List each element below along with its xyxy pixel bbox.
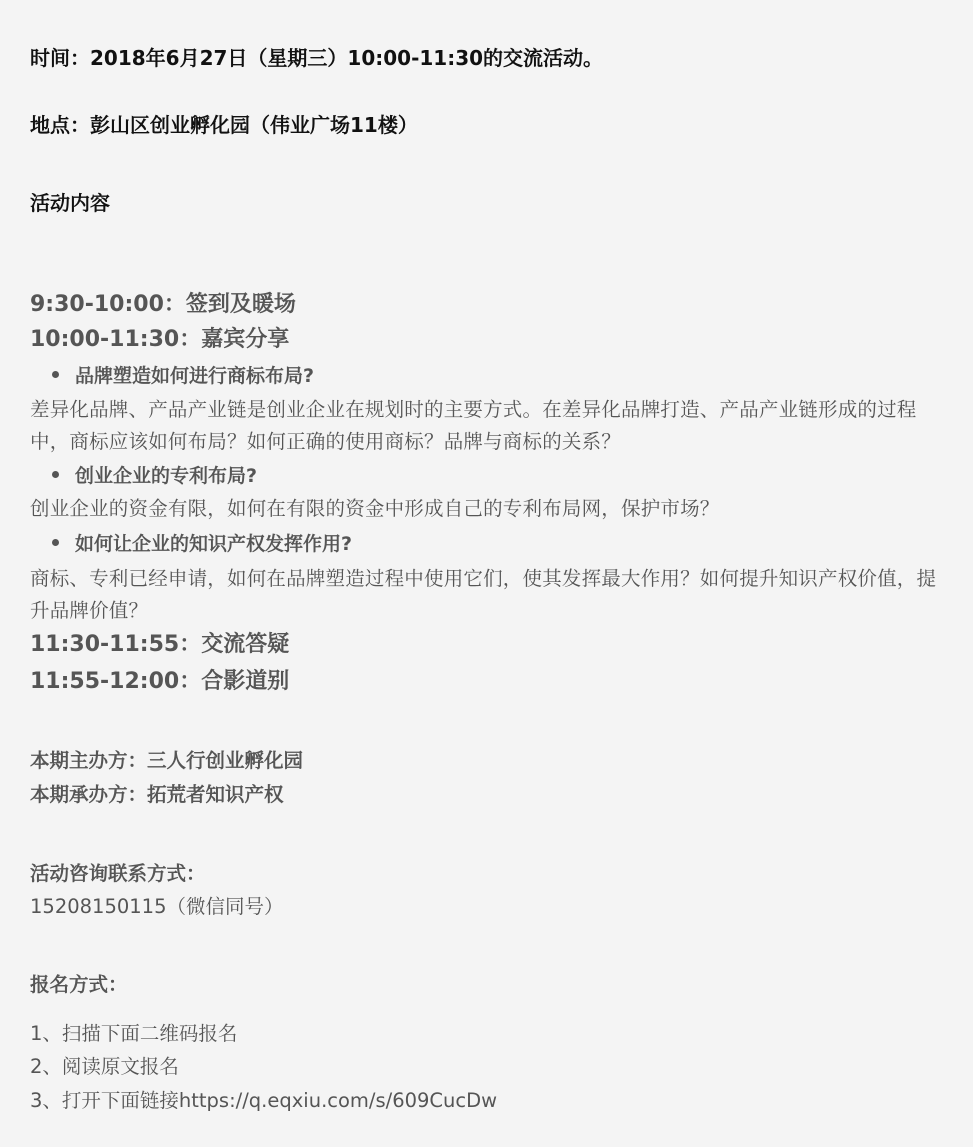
signup-method-qr: 1、扫描下面二维码报名	[30, 1022, 238, 1045]
topic-title: 创业企业的专利布局?	[30, 461, 943, 491]
content-heading: 活动内容	[30, 191, 110, 215]
event-location: 地点：彭山区创业孵化园（伟业广场11楼）	[30, 113, 418, 137]
organizer-co-host: 本期承办方：拓荒者知识产权	[30, 783, 284, 806]
schedule-slot-qa: 11:30-11:55：交流答疑	[30, 632, 290, 657]
organizer-host: 本期主办方：三人行创业孵化园	[30, 749, 304, 772]
schedule-slot-photo: 11:55-12:00：合影道别	[30, 669, 290, 694]
topic-description: 创业企业的资金有限，如何在有限的资金中形成自己的专利布局网，保护市场？	[30, 497, 720, 520]
bullet-dot-icon	[52, 471, 59, 478]
schedule-slot-checkin: 9:30-10:00：签到及暖场	[30, 292, 296, 317]
topic-title: 品牌塑造如何进行商标布局?	[30, 361, 943, 391]
bullet-dot-icon	[52, 539, 59, 546]
event-time: 时间：2018年6月27日（星期三）10:00-11:30的交流活动。	[30, 46, 604, 70]
signup-heading: 报名方式：	[30, 973, 128, 996]
topic-description: 商标、专利已经申请，如何在品牌塑造过程中使用它们，使其发挥最大作用？如何提升知识产权价值，提升品牌价值？	[30, 567, 937, 622]
topic-description: 差异化品牌、产品产业链是创业企业在规划时的主要方式。在差异化品牌打造、产品产业链形成的过程中，商标应该如何布局？如何正确的使用商标？品牌与商标的关系？	[30, 398, 917, 453]
topic-title: 如何让企业的知识产权发挥作用?	[30, 529, 943, 559]
contact-phone: 15208150115（微信同号）	[30, 895, 284, 918]
contact-heading: 活动咨询联系方式：	[30, 862, 206, 885]
signup-method-link: 3、打开下面链接https://q.eqxiu.com/s/609CucDw	[30, 1089, 498, 1112]
signup-method-read-original: 2、阅读原文报名	[30, 1055, 179, 1078]
bullet-dot-icon	[52, 371, 59, 378]
schedule-slot-guest-sharing: 10:00-11:30：嘉宾分享	[30, 327, 290, 352]
